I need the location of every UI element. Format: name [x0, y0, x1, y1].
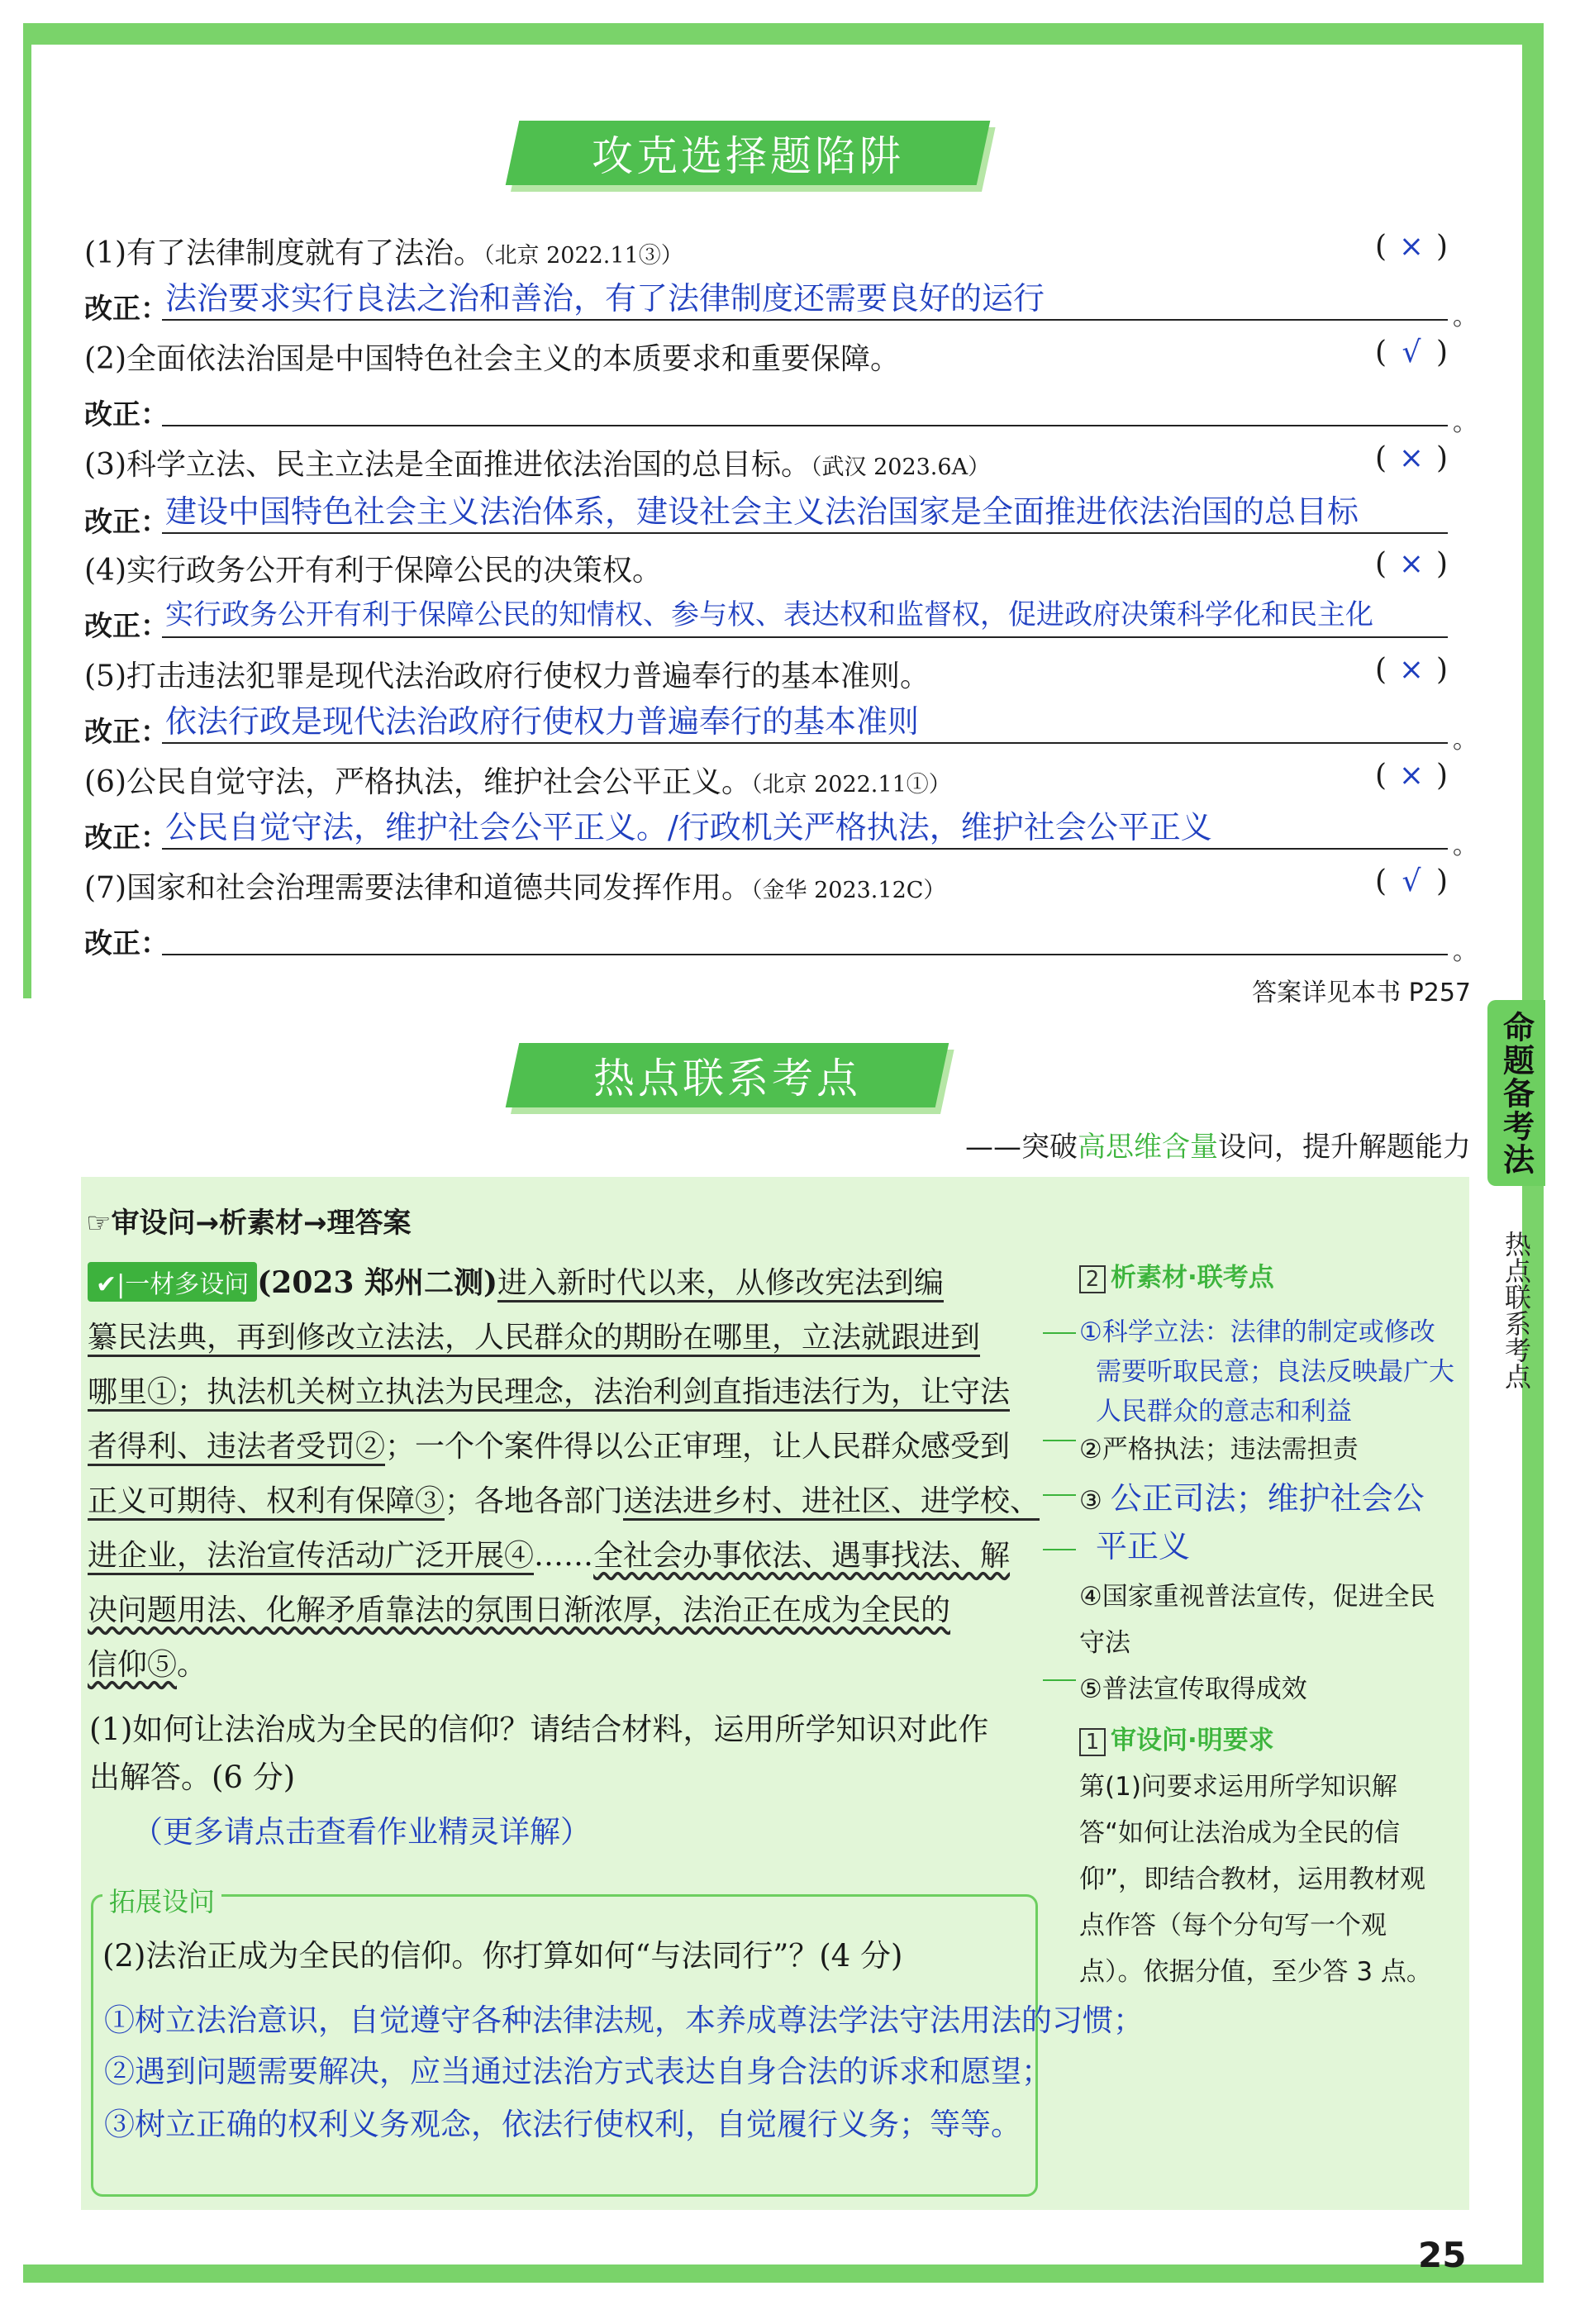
line-end-period: 。 [1453, 726, 1478, 755]
material-line-7: 决问题用法、化解矛盾靠法的氛围日渐浓厚，法治正在成为全民的 [88, 1593, 951, 1627]
review-text-3: 仰”，即结合教材，运用教材观 [1079, 1864, 1426, 1894]
question-sub-1-line-2: 出解答。(6 分) [89, 1760, 296, 1795]
analysis-point-1c: 人民群众的意志和利益 [1096, 1397, 1352, 1426]
line-end-period: 。 [1453, 831, 1478, 860]
section-subtitle: ——突破高思维含量设问，提升解题能力 [965, 1131, 1471, 1164]
question-3: (3)科学立法、民主立法是全面推进依法治国的总目标。（武汉 2023.6A） [84, 448, 991, 482]
connector-arrow-3 [1043, 1494, 1076, 1496]
multi-question-tag: ✔|一材多设问 [88, 1262, 257, 1302]
correction-label-4: 改正： [84, 610, 169, 643]
review-text-2: 答“如何让法治成为全民的信 [1079, 1818, 1401, 1848]
correction-label-6: 改正： [84, 821, 169, 855]
material-line-3: 哪里①；执法机关树立执法为民理念，法治利剑直指违法行为，让守法 [88, 1369, 1046, 1411]
page-number: 25 [1418, 2235, 1467, 2275]
question-sub-1-line-1: (1)如何让法治成为全民的信仰？请结合材料，运用所学知识对此作 [89, 1712, 989, 1747]
material-line-6: 进企业，法治宣传活动广泛开展④……全社会办事依法、遇事找法、解 [88, 1532, 1046, 1574]
side-tab-hotspot: 热点联系考点 [1501, 1231, 1532, 1389]
extended-answer-2: ②遇到问题需要解决，应当通过法治方式表达自身合法的诉求和愿望； [104, 2054, 1052, 2089]
analysis-point-1b: 需要听取民意；良法反映最广大 [1096, 1357, 1454, 1387]
analysis-point-2: ②严格执法；违法需担责 [1079, 1435, 1359, 1464]
analysis-point-1a: ①科学立法：法律的制定或修改 [1079, 1317, 1435, 1347]
analysis-point-4a: ④国家重视普法宣传，促进全民 [1079, 1582, 1435, 1612]
correction-label-7: 改正： [84, 927, 169, 960]
review-heading: 1 审设问·明要求 [1079, 1719, 1274, 1756]
side-tab-method: 命题备考法 [1487, 1000, 1545, 1186]
analysis-heading: 2 析素材·联考点 [1079, 1256, 1274, 1293]
judgment-mark-7: ( √ ) [1374, 864, 1449, 898]
line-end-period: 。 [1453, 302, 1478, 331]
judgment-mark-1: ( × ) [1374, 230, 1449, 264]
review-text-1: 第(1)问要求运用所学知识解 [1079, 1772, 1397, 1802]
connector-arrow-5 [1043, 1679, 1076, 1681]
material-line-5: 正义可期待、权利有保障③；各地各部门送法进乡村、进社区、进学校、 [88, 1478, 1046, 1520]
question-1: (1)有了法律制度就有了法治。（北京 2022.11③） [84, 236, 683, 270]
material-line-1: ✔|一材多设问 (2023 郑州二测)进入新时代以来，从修改宪法到编 [88, 1260, 1046, 1302]
question-7: (7)国家和社会治理需要法律和道德共同发挥作用。（金华 2023.12C） [84, 871, 946, 905]
answer-line-3 [162, 532, 1448, 534]
correction-label-1: 改正： [84, 293, 169, 326]
analysis-point-5: ⑤普法宣传取得成效 [1079, 1674, 1307, 1704]
answer-line-4 [162, 636, 1448, 638]
analysis-point-3: ③ 公正司法；维护社会公 [1079, 1480, 1425, 1517]
analysis-point-3b: 平正义 [1096, 1528, 1191, 1564]
line-end-period: 。 [1453, 937, 1478, 966]
material-line-4: 者得利、违法者受罚②；一个个案件得以公正审理，让人民群众感受到 [88, 1423, 1046, 1465]
connector-arrow-2 [1043, 1440, 1076, 1441]
connector-arrow-1 [1043, 1332, 1076, 1334]
correction-label-2: 改正： [84, 398, 169, 431]
section-banner-hotspot: 热点联系考点 [506, 1043, 949, 1107]
material-line-8: 信仰⑤。 [88, 1648, 207, 1682]
answer-line-1 [162, 319, 1448, 321]
correction-label-3: 改正： [84, 506, 169, 539]
judgment-mark-3: ( × ) [1374, 441, 1449, 475]
page-frame-top [23, 23, 1544, 45]
correction-answer-6: 公民自觉守法，维护社会公平正义。/行政机关严格执法，维护社会公平正义 [165, 809, 1212, 845]
judgment-mark-5: ( × ) [1374, 653, 1449, 687]
correction-answer-1: 法治要求实行良法之治和善治，有了法律制度还需要良好的运行 [165, 280, 1045, 317]
question-6: (6)公民自觉守法，严格执法，维护社会公平正义。（北京 2022.11①） [84, 765, 951, 799]
correction-label-5: 改正： [84, 716, 169, 749]
correction-answer-4: 实行政务公开有利于保障公民的知情权、参与权、表达权和监督权，促进政府决策科学化和民主化 [165, 598, 1373, 631]
analysis-point-4b: 守法 [1079, 1628, 1130, 1658]
review-text-5: 点）。依据分值，至少答 3 点。 [1079, 1957, 1432, 1987]
answer-line-2 [162, 425, 1448, 426]
answer-line-7 [162, 954, 1448, 955]
section-banner-traps: 攻克选择题陷阱 [506, 121, 991, 185]
line-end-period: 。 [1453, 408, 1478, 437]
answer-line-6 [162, 848, 1448, 850]
extended-answer-1: ①树立法治意识，自觉遵守各种法律法规，本养成尊法学法守法用法的习惯； [104, 2003, 1144, 2038]
correction-answer-5: 依法行政是现代法治政府行使权力普遍奉行的基本准则 [165, 703, 920, 740]
more-answer-link[interactable]: （更多请点击查看作业精灵详解） [132, 1814, 591, 1850]
page-frame-left [23, 23, 31, 998]
extended-answer-3: ③树立正确的权利义务观念，依法行使权利，自觉履行义务；等等。 [104, 2107, 1021, 2142]
judgment-mark-4: ( × ) [1374, 547, 1449, 581]
extended-question-tag: 拓展设问 [102, 1881, 221, 1919]
judgment-mark-6: ( × ) [1374, 759, 1449, 793]
extended-question: (2)法治正成为全民的信仰。你打算如何“与法同行”？(4 分) [102, 1938, 903, 1974]
question-4: (4)实行政务公开有利于保障公民的决策权。 [84, 554, 663, 588]
review-text-4: 点作答（每个分句写一个观 [1079, 1911, 1387, 1941]
answer-reference: 答案详见本书 P257 [1252, 979, 1471, 1007]
correction-answer-3: 建设中国特色社会主义法治体系，建设社会主义法治国家是全面推进依法治国的总目标 [165, 493, 1359, 530]
material-line-2: 纂民法典，再到修改立法法，人民群众的期盼在哪里，立法就跟进到 [88, 1314, 1046, 1356]
connector-arrow-4 [1043, 1549, 1076, 1550]
page-frame-bottom [23, 2264, 1544, 2283]
question-5: (5)打击违法犯罪是现代法治政府行使权力普遍奉行的基本准则。 [84, 660, 930, 693]
method-steps: ☞审设问→析素材→理答案 [86, 1207, 412, 1240]
judgment-mark-2: ( √ ) [1374, 336, 1449, 369]
question-2: (2)全面依法治国是中国特色社会主义的本质要求和重要保障。 [84, 342, 901, 376]
answer-line-5 [162, 742, 1448, 744]
